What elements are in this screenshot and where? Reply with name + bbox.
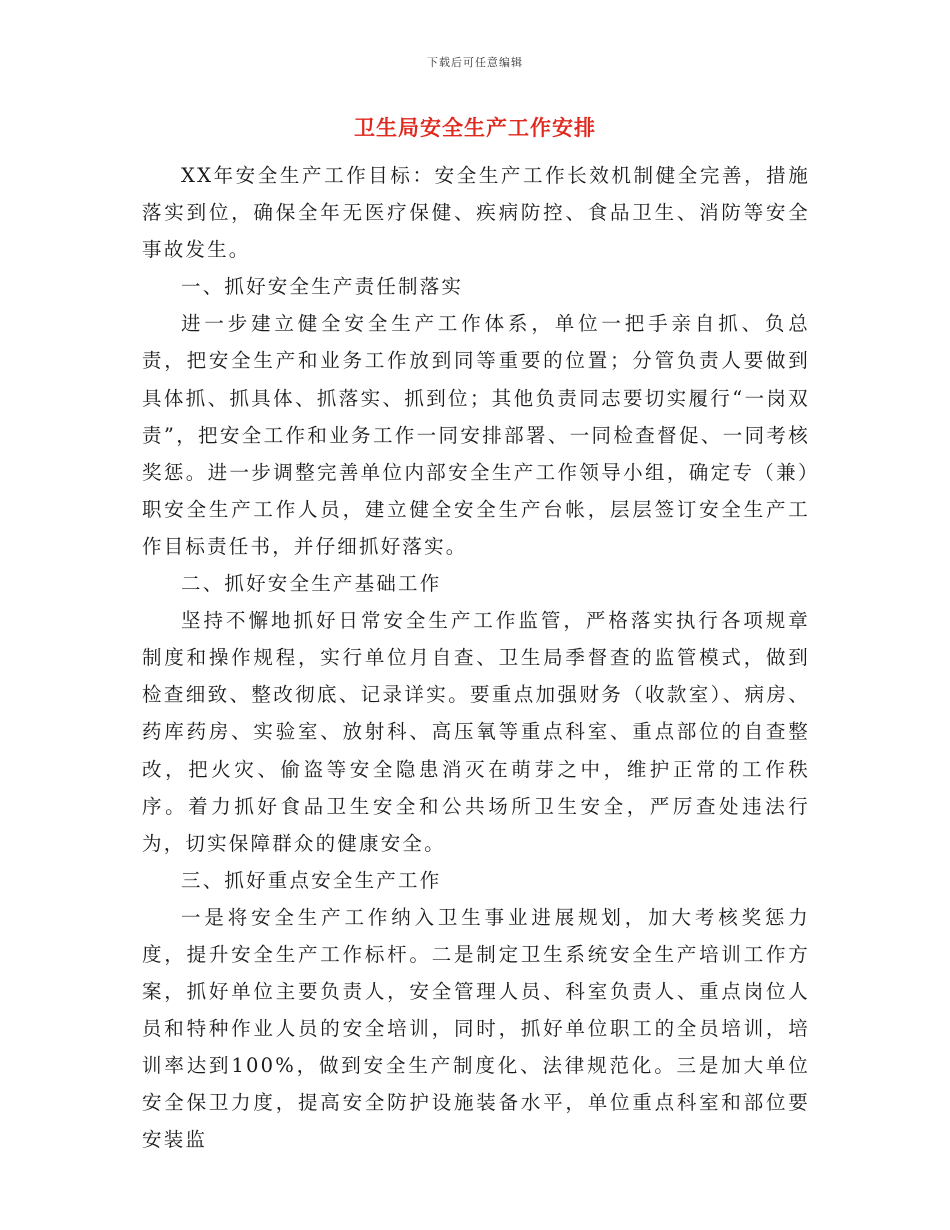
document-title: 卫生局安全生产工作安排 — [354, 115, 596, 140]
paragraph-foundation: 坚持不懈地抓好日常安全生产工作监管，严格落实执行各项规章制度和操作规程，实行单位月自查、卫生局季督查的监管模式，做到检查细致、整改彻底、记录详实。要重点加强财务（收款室）、病房、药库药房、实验室、放射科、高压氧等重点科室、重点部位的自查整改，把火灾、偷盗等安全隐患消灭在萌芽之中，维护正常的工作秩序。着力抓好食品卫生安全和公共场所卫生安全，严厉查处违法行为，切实保障群众的健康安全。 — [142, 609, 810, 855]
section-heading-3: 三、抓好重点安全生产工作 — [181, 868, 442, 892]
document-body — [142, 157, 810, 1159]
header-note: 下载后可任意编辑 — [427, 56, 523, 69]
section-heading-1: 一、抓好安全生产责任制落实 — [181, 275, 464, 299]
paragraph-responsibility: 进一步建立健全安全生产工作体系，单位一把手亲自抓、负总责，把安全生产和业务工作放到同等重要的位置；分管负责人要做到具体抓、抓具体、抓落实、抓到位；其他负责同志要切实履行“一岗双责”，把安全工作和业务工作一同安排部署、一同检查督促、一同考核奖惩。进一步调整完善单位内部安全生产工作领导小组，确定专（兼）职安全生产工作人员，建立健全安全生产台帐，层层签订安全生产工作目标责任书，并仔细抓好落实。 — [142, 312, 810, 558]
paragraph-key-work: 一是将安全生产工作纳入卫生事业进展规划，加大考核奖惩力度，提升安全生产工作标杆。二是制定卫生系统安全生产培训工作方案，抓好单位主要负责人，安全管理人员、科室负责人、重点岗位人员和特种作业人员的安全培训，同时，抓好单位职工的全员培训，培训率达到100%，做到安全生产制度化、法律规范化。三是加大单位安全保卫力度，提高安全防护设施装备水平，单位重点科室和部位要安装监 — [142, 905, 810, 1152]
paragraph-goal: XX年安全生产工作目标：安全生产工作长效机制健全完善，措施落实到位，确保全年无医疗保健、疾病防控、食品卫生、消防等安全事故发生。 — [142, 164, 810, 262]
section-heading-2: 二、抓好安全生产基础工作 — [181, 572, 442, 596]
